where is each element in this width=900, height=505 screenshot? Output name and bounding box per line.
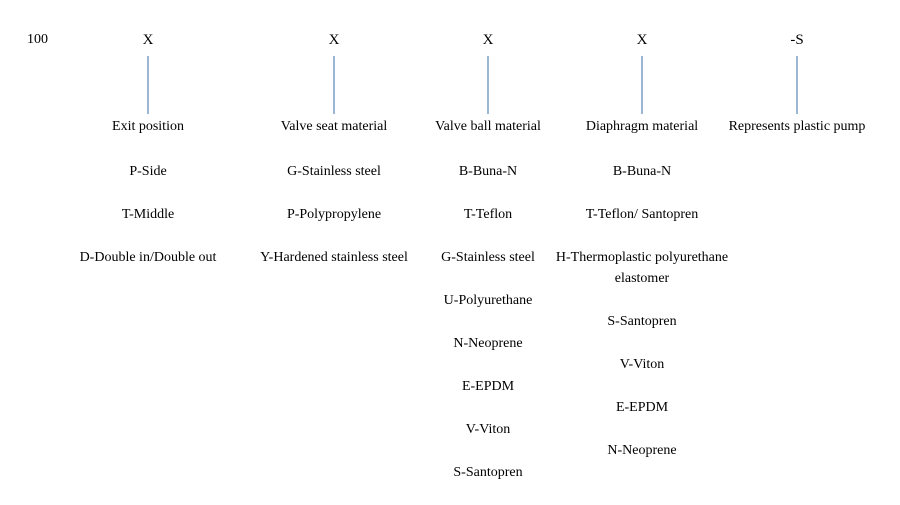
option-item: B-Buna-N [612,164,672,179]
option-item: T-Teflon [463,207,513,222]
option-item: V-Viton [465,422,511,437]
option-item: N-Neoprene [607,443,677,458]
code-exit-position: X [142,32,154,48]
option-item: P-Polypropylene [286,207,382,222]
options-diaphragm [522,161,762,483]
code-diaphragm: X [636,32,648,48]
heading-diaphragm-material: Diaphragm material [585,119,699,134]
option-item: G-Stainless steel [441,250,535,265]
code-plastic-suffix: -S [790,32,804,48]
option-item: B-Buna-N [458,164,518,179]
option-item: S-Santopren [607,314,677,329]
connector-line [333,56,335,114]
code-valve-seat: X [328,32,340,48]
option-item: G-Stainless steel [287,164,381,179]
option-item: T-Teflon/ Santopren [585,207,699,222]
option-item: N-Neoprene [453,336,523,351]
heading-exit-position: Exit position [112,119,184,134]
option-item: D-Double in/Double out [79,250,217,265]
option-item: Y-Hardened stainless steel [260,250,408,265]
code-valve-ball: X [482,32,494,48]
connector-line [796,56,798,114]
option-item: V-Viton [619,357,665,372]
option-item: E-EPDM [615,400,669,415]
connector-line [487,56,489,114]
heading-plastic-pump: Represents plastic pump [728,119,866,134]
option-item: U-Polyurethane [443,293,533,308]
option-item: S-Santopren [453,465,523,480]
heading-valve-seat-material: Valve seat material [280,119,388,134]
connector-line [147,56,149,114]
option-item: P-Side [129,164,167,179]
connector-line [641,56,643,114]
option-item: E-EPDM [461,379,515,394]
model-prefix: 100 [27,32,48,47]
heading-valve-ball-material: Valve ball material [435,119,541,134]
option-item: H-Thermoplastic polyurethane elastomer [555,250,729,286]
option-item: T-Middle [121,207,175,222]
